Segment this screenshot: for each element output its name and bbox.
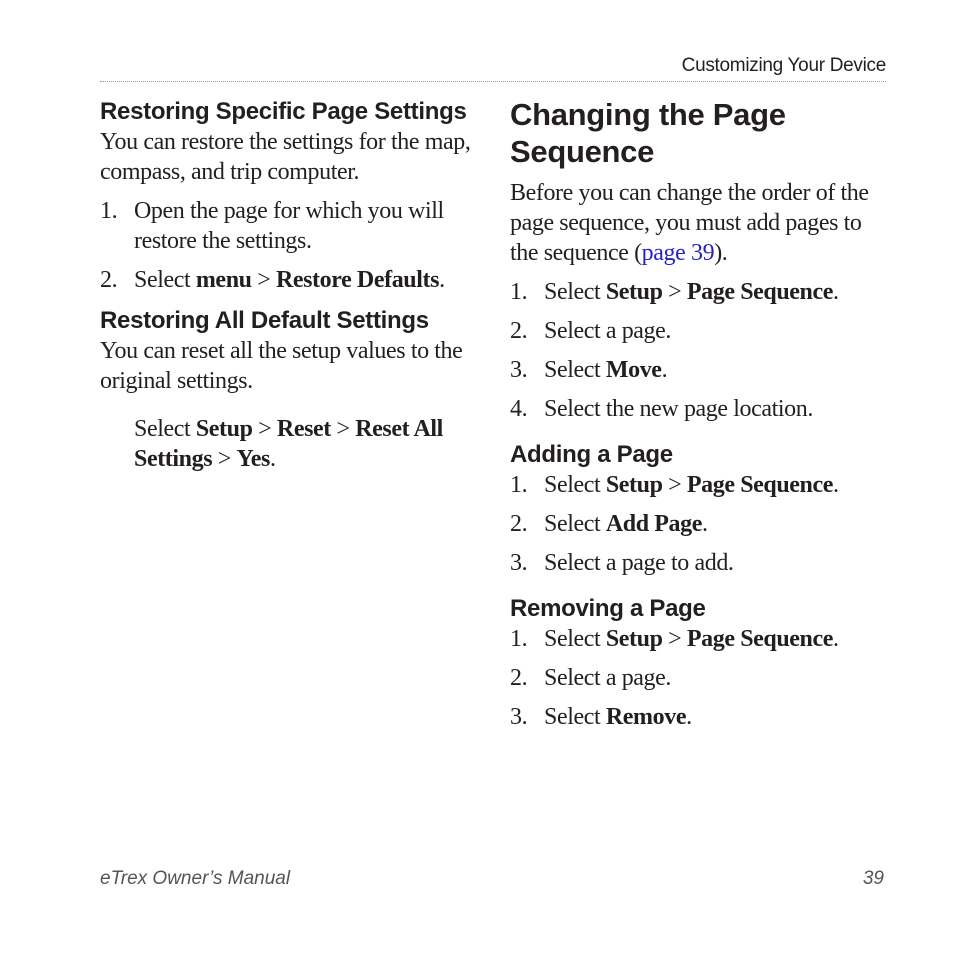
step-number: 3. xyxy=(510,704,528,730)
ui-term-add-page: Add Page xyxy=(605,511,702,537)
step-text: . xyxy=(439,267,445,293)
step-text: > xyxy=(251,267,276,293)
step-text: Select a page. xyxy=(544,318,671,344)
list-item xyxy=(510,277,890,307)
ui-term-remove: Remove xyxy=(605,704,687,730)
footer-manual-title: eTrex Owner’s Manual xyxy=(100,868,291,889)
section-heading-restore-specific: Restoring Specific Page Settings xyxy=(100,98,467,125)
step-text: . xyxy=(661,357,668,383)
list-item xyxy=(510,548,890,578)
section-heading-removing: Removing a Page xyxy=(510,595,706,622)
ui-term-page-sequence: Page Sequence xyxy=(686,279,834,305)
step-number: 2. xyxy=(510,665,528,691)
step-text: > xyxy=(662,472,687,498)
right-column xyxy=(510,96,890,732)
step-text: Select xyxy=(544,279,606,305)
page-header-title: Customizing Your Device xyxy=(681,55,886,76)
ui-term-reset: Reset xyxy=(276,416,331,442)
steps-removing xyxy=(510,624,890,732)
step-text: > xyxy=(330,416,356,442)
intro-text: ). xyxy=(714,240,728,266)
list-item xyxy=(100,265,480,295)
step-text: Select xyxy=(134,267,196,293)
steps-adding xyxy=(510,470,890,578)
section-body-restore-all: You can reset all the setup values to the original settings. xyxy=(100,338,463,394)
ui-term-page-sequence: Page Sequence xyxy=(686,472,834,498)
step-text: Select xyxy=(544,511,606,537)
step-number: 2. xyxy=(510,511,528,537)
header-divider xyxy=(100,81,886,82)
step-number: 1. xyxy=(510,279,528,305)
step-text: Select xyxy=(544,472,606,498)
ui-term-restore-defaults: Restore Defaults xyxy=(275,267,440,293)
step-text: . xyxy=(833,626,839,652)
list-item xyxy=(510,624,890,654)
step-number: 2. xyxy=(510,318,528,344)
list-item xyxy=(510,470,890,500)
steps-restore-specific xyxy=(100,196,480,295)
step-text: . xyxy=(686,704,692,730)
steps-change-sequence xyxy=(510,277,890,424)
step-text: > xyxy=(662,626,687,652)
step-number: 4. xyxy=(510,396,528,422)
step-text: . xyxy=(833,279,839,305)
step-number: 1. xyxy=(100,198,118,224)
list-item xyxy=(510,394,890,424)
step-text: . xyxy=(701,511,708,537)
step-text: Select a page to add. xyxy=(544,550,734,576)
step-text: > xyxy=(252,416,277,442)
ui-term-setup: Setup xyxy=(605,626,663,652)
step-text: Select a page. xyxy=(544,665,671,691)
ui-term-menu: menu xyxy=(195,267,252,293)
step-text: > xyxy=(662,279,687,305)
step-text: Select xyxy=(134,416,196,442)
step-text: > xyxy=(212,446,237,472)
list-item xyxy=(100,196,480,256)
step-number: 3. xyxy=(510,550,528,576)
list-item xyxy=(510,316,890,346)
ui-term-setup: Setup xyxy=(195,416,253,442)
step-number: 1. xyxy=(510,472,528,498)
step-number: 3. xyxy=(510,357,528,383)
footer-page-number: 39 xyxy=(862,868,884,889)
section-intro xyxy=(510,178,890,268)
ui-term-yes: Yes xyxy=(236,446,270,472)
left-column xyxy=(100,96,480,474)
ui-term-move: Move xyxy=(605,357,662,383)
list-item xyxy=(510,663,890,693)
step-text: Select xyxy=(544,357,606,383)
step-number: 2. xyxy=(100,267,118,293)
step-text: . xyxy=(269,446,276,472)
step-number: 1. xyxy=(510,626,528,652)
ui-term-page-sequence: Page Sequence xyxy=(686,626,834,652)
list-item xyxy=(510,702,890,732)
ui-term-setup: Setup xyxy=(605,279,663,305)
intro-text: Before you can change the order of the page sequence, you must add pages to the sequence ( xyxy=(510,180,869,266)
section-title-page-sequence: Changing the Page Sequence xyxy=(510,97,786,169)
step-text: Select xyxy=(544,704,606,730)
section-heading-restore-all: Restoring All Default Settings xyxy=(100,307,429,334)
section-heading-adding: Adding a Page xyxy=(510,441,673,468)
ui-term-reset-all-settings: Reset All Settings xyxy=(134,416,443,472)
list-item xyxy=(510,355,890,385)
ui-term-setup: Setup xyxy=(605,472,663,498)
step-text: Select xyxy=(544,626,606,652)
section-body-restore-specific: You can restore the settings for the map, compass, and trip computer. xyxy=(100,129,471,185)
page-reference-link[interactable]: page 39 xyxy=(641,240,715,266)
step-text: Select the new page location. xyxy=(544,396,813,422)
step-text: . xyxy=(833,472,839,498)
step-text: Open the page for which you will restore the settings. xyxy=(134,198,444,254)
step-restore-all xyxy=(100,414,480,474)
list-item xyxy=(510,509,890,539)
